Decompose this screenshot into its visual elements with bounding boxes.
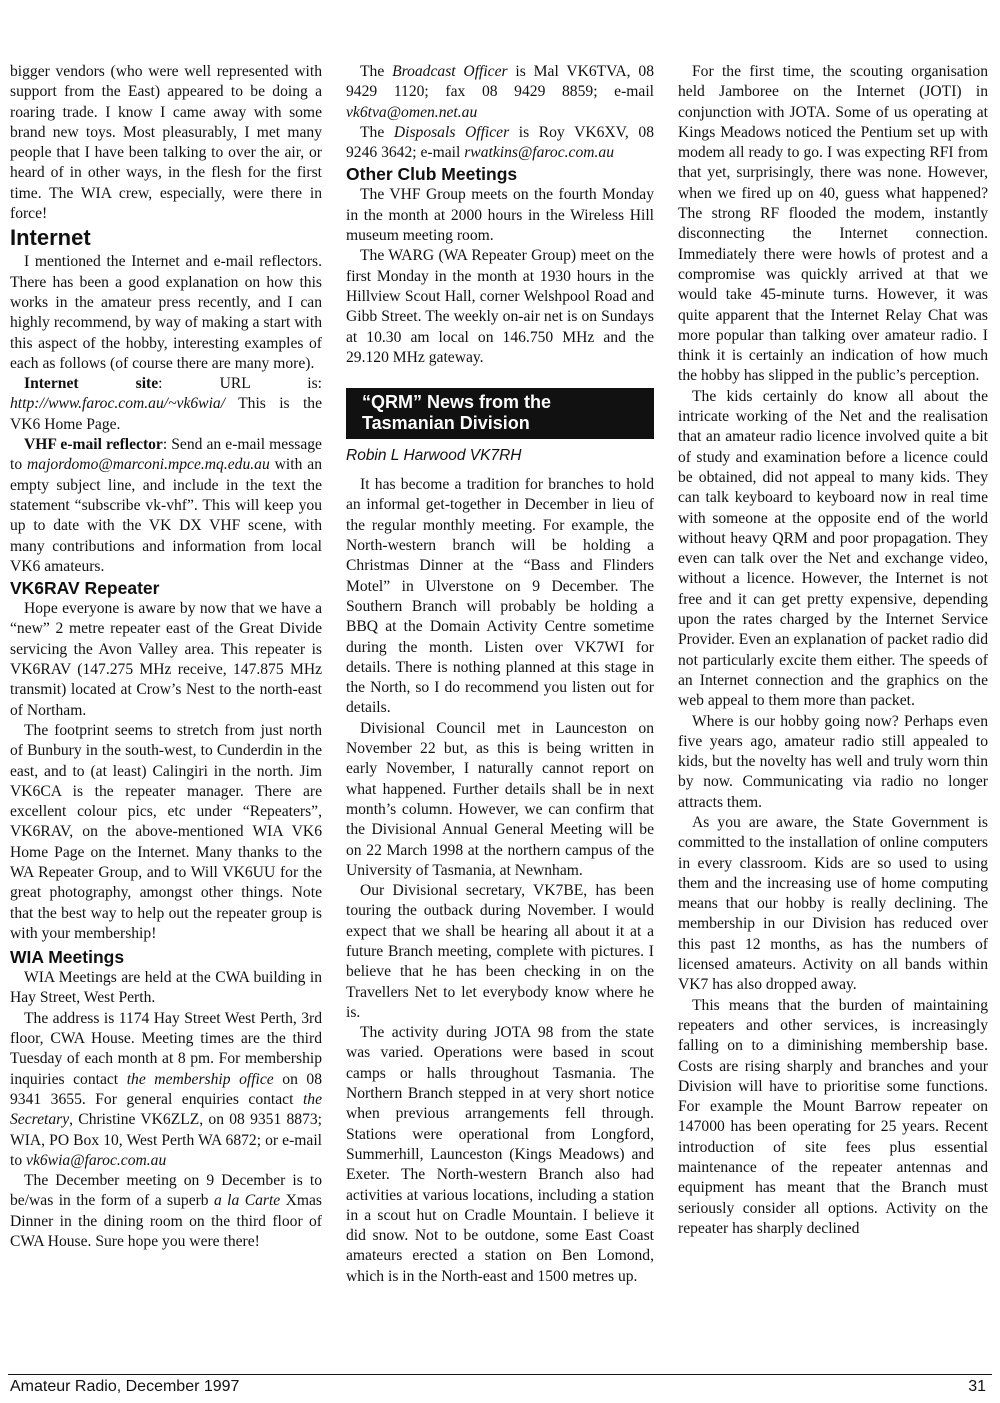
paragraph: For the first time, the scouting organisation held Jamboree on the Internet (JOTI) in conjunction with JOTA. Some of us operating at Kings Meadows noticed the Pentium set up with modem all ready to go. I was expecting RFI from that yet, surprisingly, there was none. However, when we fired up on 40, guess what happened? The strong RF flooded the modem, instantly disconnecting the Internet connection. Immediately there were howls of protest and a compromise was quickly arrived at that we would take 45-minute turns. However, it was quite apparent that the Internet Relay Chat was more popular than talking over amateur radio. I think it is certainly an indication of how much the hobby has slipped in the public’s perception. xyxy=(678,63,988,385)
text: The December meeting on 9 December is to be/was in the form of a superb xyxy=(10,1172,322,1210)
text: The address is 1174 Hay Street West Perth, 3rd floor, CWA House. Meeting times are the third Tuesday of each month at 8 pm. For membership inquiries contact xyxy=(10,1009,322,1088)
paragraph-vhf-reflector xyxy=(10,435,322,577)
text: the membership office xyxy=(126,1070,274,1088)
text: This is the VK6 Home Page. xyxy=(10,395,322,433)
text: Disposals Officer xyxy=(393,123,510,141)
paragraph xyxy=(10,1009,322,1171)
email-link[interactable]: vk6wia@faroc.com.au xyxy=(26,1151,167,1169)
email-link[interactable]: vk6tva@omen.net.au xyxy=(346,103,478,121)
section-banner xyxy=(346,388,654,439)
page-number: 31 xyxy=(968,1378,986,1395)
heading-wia-meetings: WIA Meetings xyxy=(10,947,125,968)
text: on 08 9341 3655. For general enquiries contact xyxy=(10,1070,323,1108)
paragraph: It has become a tradition for branches to hold an informal get-together in December in lieu of the regular monthly meeting. For example, the North-western branch will be holding a Christmas Dinner at the “Bass and Flinders Motel” in Ulverstone on 9 December. The Southern Branch will probably be holding a BBQ at the Domain Activity Centre sometime during the month. Listen over VK7WI for details. There is nothing planned at this stage in the North, so I do recommend you listen out for details. xyxy=(346,476,654,717)
paragraph: The activity during JOTA 98 from the state was varied. Operations were based in scout camps or halls throughout Tasmania. The Northern Branch stepped in at very short notice when previous arrangements fell through. Stations were operational from Longford, Summerhill, Launceston (Kings Meadows) and Exeter. The North-western Branch also had activities at various locations, including a station in a scout hut on Cradle Mountain. I believe it did snow. Not to be outdone, some East Coast amateurs erected a station on Ben Lomond, which is in the North-east and 1500 metres up. xyxy=(346,1024,654,1285)
email-link[interactable]: rwatkins@faroc.com.au xyxy=(464,144,615,162)
paragraph: The VHF Group meets on the fourth Monday in the month at 2000 hours in the Wireless Hill museum meeting room. xyxy=(346,186,654,245)
paragraph: The kids certainly do know all about the intricate working of the Net and the realisation that an amateur radio licence involved quite a bit of study and examination before a licence could be obtained, did not appeal to many kids. They can talk keyboard to keyboard now in real time with someone at the opposite end of the world without heavy QRM and poor propagation. They even can talk over the Net and exchange video, without a licence. However, the Internet is not free and it can get pretty expensive, depending upon the rates charged by the Internet Service Provider. Even an explanation of packet radio did not particularly excite them either. The speeds of an Internet connection and the graphics on the web appeal to them more than packet. xyxy=(678,387,988,710)
footer-publication: Amateur Radio, December 1997 xyxy=(10,1378,240,1395)
label: Internet site xyxy=(24,375,159,393)
banner-line: “QRM” News from the xyxy=(362,392,552,413)
heading-other-club-meetings: Other Club Meetings xyxy=(346,164,518,185)
email-link[interactable]: majordomo@marconi.mpce.mq.edu.au xyxy=(27,456,270,474)
text: The xyxy=(360,63,393,80)
paragraph: Hope everyone is aware by now that we have a “new” 2 metre repeater east of the Great Divide servicing the Avon Valley area. This repeater is VK6RAV (147.275 MHz receive, 147.875 MHz transmit) located at Crow’s Nest to the north-east of Northam. xyxy=(10,600,322,719)
paragraph-internet-site xyxy=(10,374,322,435)
author-byline: Robin L Harwood VK7RH xyxy=(346,447,522,465)
paragraph: Our Divisional secretary, VK7BE, has been touring the outback during November. I would expect that we shall be hearing all about it at a future Branch meeting, complete with pictures. I believe that he has been checking in on the Travellers Net to let everybody know where he is. xyxy=(346,882,654,1021)
paragraph: This means that the burden of maintaining repeaters and other services, is increasingly falling on to a diminishing membership base. Costs are rising sharply and branches and your Division will have to prioritise some functions. For example the Mount Barrow repeater on 147000 has been operating for 25 years. Recent introduction of site fees plus essential maintenance of the repeater antennas and equipment has meant that the Branch must seriously consider all options. Activity on the repeater has sharply declined xyxy=(678,996,988,1237)
text: is Roy VK6XV, 08 9246 3642; e-mail xyxy=(346,123,654,162)
paragraph: bigger vendors (who were well represented with support from the East) appeared to be doing a roaring trade. I know I came away with some brand new toys. Most pleasurably, I met many people that I have been talking to over the air, or heard of in other ways, in the flesh for the first time. The WIA crew, especially, were there in force! xyxy=(10,63,322,223)
heading-vk6rav: VK6RAV Repeater xyxy=(10,578,160,599)
text: Broadcast Officer xyxy=(392,63,508,80)
text: Xmas Dinner in the dining room on the third floor of CWA House. Sure hope you were there! xyxy=(10,1192,323,1251)
paragraph: WIA Meetings are held at the CWA building in Hay Street, West Perth. xyxy=(10,969,322,1007)
paragraph xyxy=(346,123,654,164)
paragraph: The WARG (WA Repeater Group) meet on the first Monday in the month at 1930 hours in the Hillview Scout Hall, corner Welshpool Road and Gibb Street. The weekly on-air net is on Sundays at 10.30 am local on 146.750 MHz and the 29.120 MHz gateway. xyxy=(346,247,654,366)
label: VHF e-mail reflector xyxy=(24,436,163,454)
text: : Send an e-mail message to xyxy=(10,436,322,474)
paragraph: I mentioned the Internet and e-mail reflectors. There has been a good explanation on how this works in the amateur press recently, and I can highly recommend, by way of making a start with this aspect of the hobby, interesting examples of each as follows (of course there are many more). xyxy=(10,253,322,372)
banner-line: Tasmanian Division xyxy=(362,413,530,434)
paragraph: The footprint seems to stretch from just north of Bunbury in the south-west, to Cunderdin in the east, and to (at least) Calingiri in the north. Jim VK6CA is the repeater manager. There are excellent colour pics, etc under “Repeaters”, VK6RAV, on the above-mentioned WIA VK6 Home Page on the Internet. Many thanks to the WA Repeater Group, and to Will VK6UU for the great photography, amongst other things. Note that the best way to help out the repeater group is with your membership! xyxy=(10,721,322,942)
text: , Christine VK6ZLZ, on 08 9351 8873; WIA, PO Box 10, West Perth WA 6872; or e-mail to xyxy=(10,1111,322,1169)
column-3 xyxy=(678,62,988,1239)
paragraph xyxy=(10,1171,322,1252)
paragraph xyxy=(346,62,654,123)
text: is Mal VK6TVA, 08 9429 1120; fax 08 9429 8859; e-mail xyxy=(346,63,654,101)
paragraph: As you are aware, the State Government is committed to the installation of online computers in every classroom. Kids are so used to using them and the increasing use of home computing means that our hobby is really declining. The membership in our Division has reduced over this past 12 months, as has the numbers of licensed amateurs. Activity on all bands within VK7 has also dropped away. xyxy=(678,813,988,994)
url-link[interactable]: http://www.faroc.com.au/~vk6wia/ xyxy=(10,395,226,413)
text: a la Carte xyxy=(214,1192,281,1210)
column-2 xyxy=(346,62,654,1287)
heading-internet: Internet xyxy=(10,225,91,251)
text: The xyxy=(360,123,394,141)
text: the Secretary xyxy=(10,1090,322,1129)
text: : URL is: xyxy=(158,375,322,393)
footer-divider xyxy=(8,1374,992,1375)
column-1 xyxy=(10,62,322,1252)
paragraph: Divisional Council met in Launceston on November 22 but, as this is being written in early November, I naturally cannot report on what happened. Further details shall be in next month’s column. However, we can confirm that the Divisional Annual General Meeting will be on 22 March 1998 at the northern campus of the University of Tasmania, at Newnham. xyxy=(346,719,654,879)
paragraph: Where is our hobby going now? Perhaps even five years ago, amateur radio still appealed to kids, but the novelty has well and truly worn thin by now. Communicating via radio no longer attracts them. xyxy=(678,712,988,811)
text: with an empty subject line, and include in the text the statement “subscribe vk-vhf”. This will keep you up to date with the VK DX VHF scene, with many contributions and information from local VK6 amateurs. xyxy=(10,456,322,575)
